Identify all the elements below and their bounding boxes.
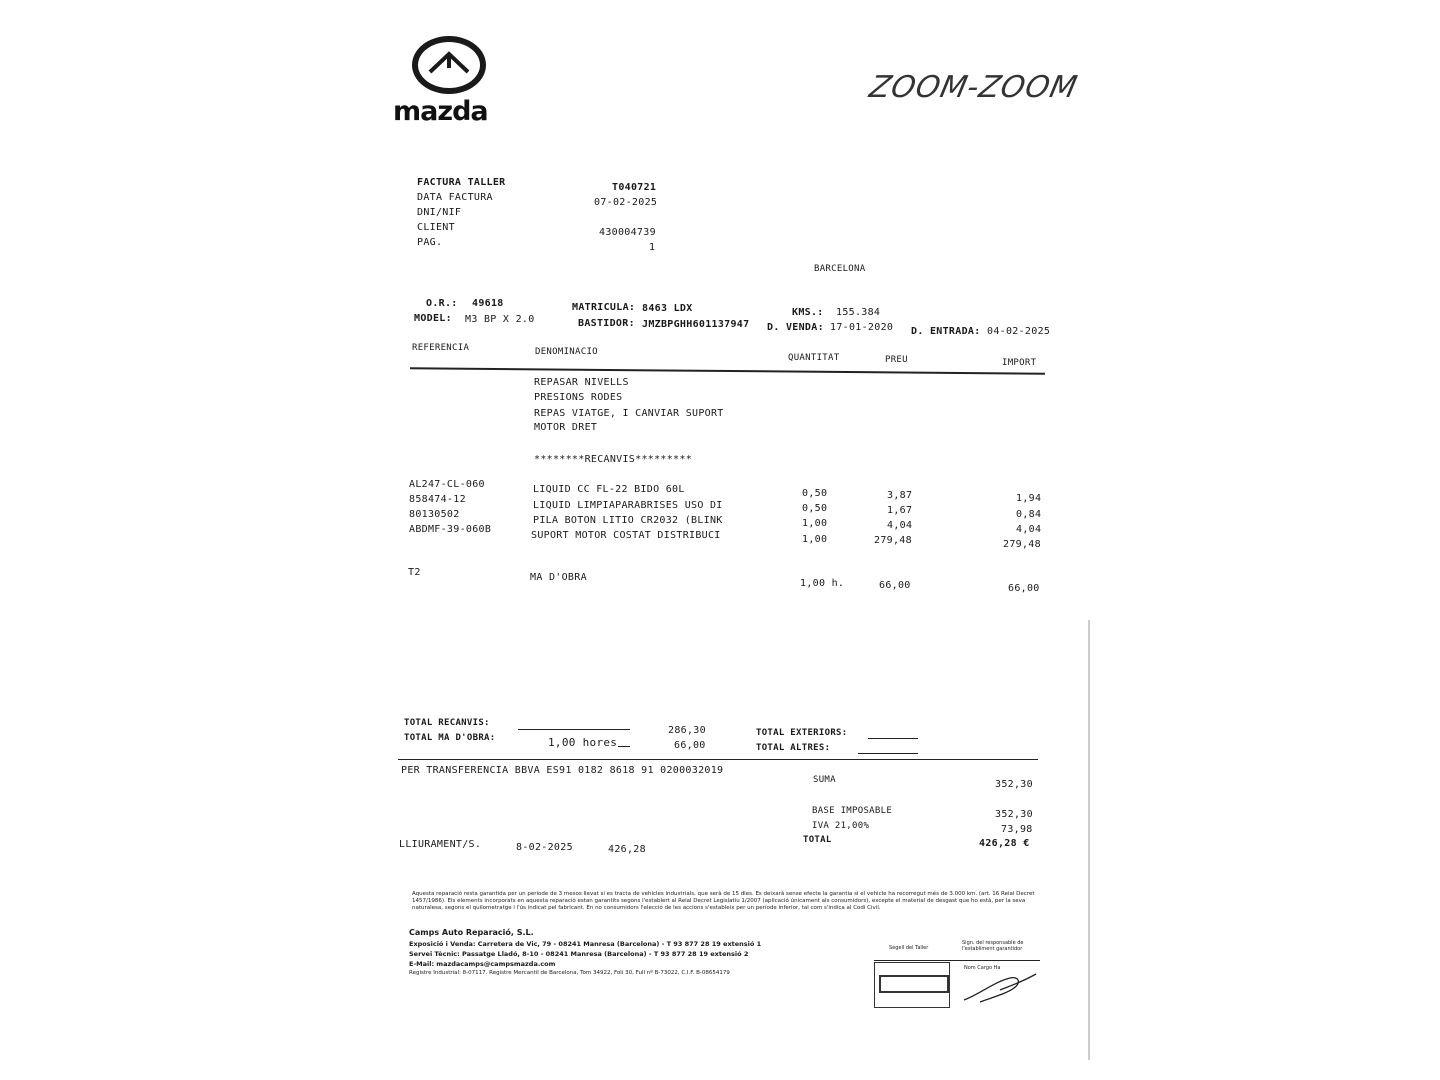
- label-pag: PAG.: [417, 237, 443, 248]
- brand-tagline: ZOOM-ZOOM: [866, 70, 1081, 105]
- part-price: 3,87: [887, 490, 913, 501]
- part-qty: 0,50: [802, 503, 828, 514]
- part-desc: LIQUID CC FL-22 BIDO 60L: [533, 484, 685, 495]
- total-ma-obra-label: TOTAL MA D'OBRA:: [404, 733, 496, 743]
- signature-scribble-icon: [960, 968, 1040, 1006]
- company-registry: Registre Industrial: 8-07117. Registre Mercantil de Barcelona, Tom 34922, Foli 30, Full nº B-73022, C.I.F. B-08654179: [409, 970, 730, 976]
- signature-label: Nom Cargo Ha: [964, 965, 1001, 971]
- part-price: 279,48: [874, 535, 912, 546]
- part-qty: 1,00: [802, 534, 828, 545]
- col-import: IMPORT: [1002, 358, 1037, 368]
- stamp-label: Segell del Taller: [889, 945, 929, 951]
- part-desc: LIQUID LIMPIAPARABRISES USO DI: [533, 500, 723, 511]
- model-value: M3 BP X 2.0: [465, 314, 535, 325]
- recanvis-header: ********RECANVIS*********: [534, 454, 693, 465]
- total-label: TOTAL: [803, 835, 832, 845]
- total-value: 426,28 €: [979, 838, 1030, 849]
- work-line: REPAS VIATGE, I CANVIAR SUPORT: [534, 408, 724, 419]
- labor-amount: 66,00: [1008, 583, 1040, 594]
- iva-label: IVA 21,00%: [812, 821, 870, 831]
- work-line: REPASAR NIVELLS: [534, 377, 629, 388]
- venda-label: D. VENDA:: [767, 322, 824, 333]
- total-exteriors-label: TOTAL EXTERIORS:: [756, 728, 848, 738]
- total-exteriors-line: [868, 738, 918, 739]
- total-recanvis-line: [518, 729, 630, 730]
- col-denominacio: DENOMINACIO: [535, 347, 598, 357]
- labor-qty: 1,00 h.: [800, 578, 845, 589]
- work-line: MOTOR DRET: [534, 422, 598, 433]
- lliurament-date: 8-02-2025: [516, 842, 573, 853]
- labor-ref: T2: [408, 567, 421, 578]
- header-rule: [410, 367, 1045, 375]
- part-amount: 0,84: [1016, 509, 1042, 520]
- part-ref: AL247-CL-060: [409, 479, 485, 490]
- total-altres-label: TOTAL ALTRES:: [756, 743, 831, 753]
- col-referencia: REFERENCIA: [412, 343, 470, 353]
- labor-desc: MA D'OBRA: [530, 572, 587, 583]
- part-amount: 1,94: [1016, 493, 1042, 504]
- base-imposable-value: 352,30: [995, 809, 1033, 820]
- lliurament-label: LLIURAMENT/S.: [399, 839, 482, 850]
- part-qty: 1,00: [802, 518, 828, 529]
- part-price: 1,67: [887, 505, 913, 516]
- invoice-number: T040721: [612, 182, 657, 193]
- company-line: Exposició i Venda: Carretera de Vic, 79 - 08241 Manresa (Barcelona) - T 93 877 28 19 extensió 1: [409, 940, 762, 948]
- bastidor-label: BASTIDOR:: [578, 318, 635, 329]
- label-dni-nif: DNI/NIF: [417, 207, 462, 218]
- part-qty: 0,50: [802, 488, 828, 499]
- matricula-label: MATRICULA:: [572, 302, 636, 313]
- col-preu: PREU: [885, 355, 908, 365]
- or-value: 49618: [472, 298, 504, 309]
- scan-edge: [1088, 620, 1090, 1060]
- workshop-stamp: [874, 962, 950, 1008]
- total-recanvis-value: 286,30: [668, 725, 706, 736]
- mazda-logo-wing-icon: [428, 50, 470, 76]
- part-ref: ABDMF-39-060B: [409, 524, 492, 535]
- total-ma-obra-hours: 1,00 hores: [548, 736, 618, 749]
- total-recanvis-label: TOTAL RECANVIS:: [404, 718, 490, 728]
- part-desc: PILA BOTON LITIO CR2032 (BLINK: [533, 515, 723, 526]
- label-factura-taller: FACTURA TALLER: [417, 177, 506, 188]
- base-imposable-label: BASE IMPOSABLE: [812, 806, 893, 816]
- part-desc: SUPORT MOTOR COSTAT DISTRIBUCI: [531, 530, 721, 541]
- signature-rule: [874, 960, 1040, 961]
- suma-value: 352,30: [995, 779, 1033, 790]
- col-quantitat: QUANTITAT: [788, 353, 840, 363]
- venda-value: 17-01-2020: [830, 322, 894, 333]
- work-line: PRESIONS RODES: [534, 392, 623, 403]
- company-line: Servei Tècnic: Passatge Lladó, 8-10 - 08241 Manresa (Barcelona) - T 93 877 28 19 extensió 2: [409, 950, 749, 958]
- page-number: 1: [649, 242, 656, 253]
- part-ref: 80130502: [409, 509, 460, 520]
- total-ma-obra-value: 66,00: [674, 740, 706, 751]
- label-client: CLIENT: [417, 222, 455, 233]
- labor-price: 66,00: [879, 580, 911, 591]
- lliurament-amount: 426,28: [608, 844, 646, 855]
- part-ref: 858474-12: [409, 494, 466, 505]
- totals-rule: [398, 759, 1038, 760]
- entrada-value: 04-02-2025: [987, 326, 1051, 337]
- part-amount: 4,04: [1016, 524, 1042, 535]
- company-email: E-Mail: mazdacamps@campsmazda.com: [409, 960, 556, 968]
- invoice-date: 07-02-2025: [594, 197, 658, 208]
- bastidor-value: JMZBPGHH601137947: [642, 319, 750, 330]
- total-ma-obra-line: [618, 746, 630, 747]
- client-city: BARCELONA: [814, 264, 866, 274]
- warranty-text: Aquesta reparació resta garantida per un període de 3 mesos llevat si es tracta de vehicles industrials, que serà de 15 dies. Es deixarà sense efecte la garantia si el vehicle ha recorregut més de 3.000 km. (art. 16 Reial Decret 1457/1986). Els elements incorporats en aquesta reparació estan garantits segons l'establert al Reial Decret Legislatiu 1/2007 (aplicació únicament als consumidors), excepte el material de desgast que ho està, per la seva naturalesa, segons el quilometratge i l'ús indicat pel fabricant. En no consumidors l'elecció de les accions s'estableix per un període inferior, tal com s'indica al Codi Civil.: [412, 891, 1035, 911]
- iva-value: 73,98: [1001, 824, 1033, 835]
- brand-wordmark: mazda: [393, 96, 488, 127]
- or-label: O.R.:: [426, 298, 458, 309]
- model-label: MODEL:: [414, 313, 452, 324]
- part-price: 4,04: [887, 520, 913, 531]
- part-amount: 279,48: [1003, 539, 1041, 550]
- total-altres-line: [858, 753, 918, 754]
- kms-label: KMS.:: [792, 307, 824, 318]
- manager-label: Sign. del responsable de l'establiment garantidor: [962, 940, 1024, 952]
- matricula-value: 8463 LDX: [642, 303, 693, 314]
- payment-note: PER TRANSFERENCIA BBVA ES91 0182 8618 91 0200032019: [401, 765, 724, 776]
- entrada-label: D. ENTRADA:: [911, 326, 981, 337]
- kms-value: 155.384: [836, 307, 881, 318]
- suma-label: SUMA: [813, 775, 836, 785]
- label-data-factura: DATA FACTURA: [417, 192, 493, 203]
- company-name: Camps Auto Reparació, S.L.: [409, 928, 534, 937]
- client-id: 430004739: [599, 227, 656, 238]
